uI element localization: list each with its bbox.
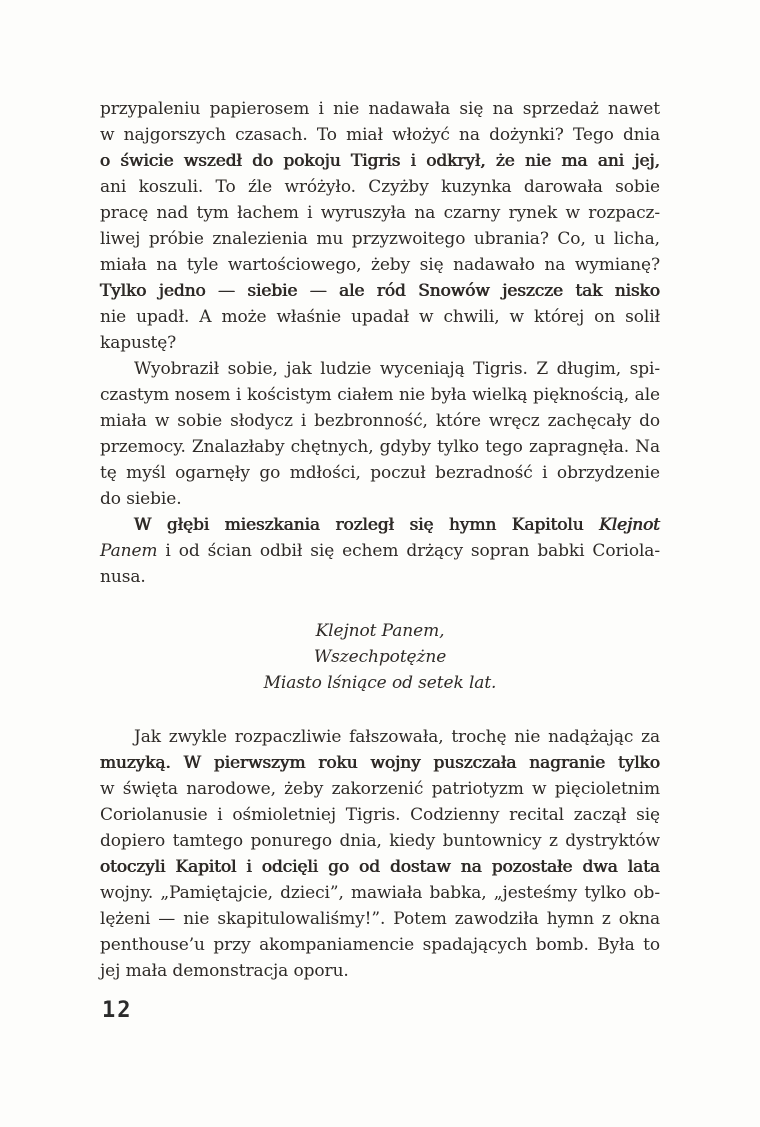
text-segment: miała na tyle wartościowego, żeby się nadawało na wymianę?	[100, 255, 660, 275]
text-line	[100, 750, 660, 776]
text-segment: W głębi mieszkania rozległ się hymn Kapitolu	[134, 515, 600, 535]
text-segment: w najgorszych czasach. To miał włożyć na dożynki? Tego dnia	[100, 125, 660, 145]
text-line	[100, 724, 660, 750]
text-segment: nusa.	[100, 567, 146, 587]
text-segment: do siebie.	[100, 489, 182, 509]
italic-text: Panem	[100, 541, 158, 561]
text-segment: nie upadł. A może właśnie upadał w chwili, w której on solił	[100, 307, 660, 327]
text-segment: czastym nosem i kościstym ciałem nie była wielką pięknością, ale	[100, 385, 660, 405]
text-segment: wojny. „Pamiętajcie, dzieci”, mawiała babka, „jesteśmy tylko ob-	[100, 883, 660, 903]
text-segment: dopiero tamtego ponurego dnia, kiedy buntownicy z dystryktów	[100, 831, 660, 851]
text-segment: w święta narodowe, żeby zakorzenić patriotyzm w pięcioletnim	[100, 779, 660, 799]
text-segment: muzyką. W pierwszym roku wojny puszczała nagranie tylko	[100, 753, 660, 773]
text-line	[100, 932, 660, 958]
text-line	[100, 330, 660, 356]
text-segment: miała w sobie słodycz i bezbronność, które wręcz zachęcały do	[100, 411, 660, 431]
text-segment: o świcie wszedł do pokoju Tigris i odkrył, że nie ma ani jej,	[100, 151, 660, 171]
paragraph	[100, 724, 660, 984]
text-segment: Jak zwykle rozpaczliwie fałszowała, trochę nie nadążając za	[134, 727, 660, 747]
text-line	[100, 226, 660, 252]
text-line	[100, 252, 660, 278]
text-line	[100, 434, 660, 460]
text-line	[100, 122, 660, 148]
text-line	[100, 958, 660, 984]
text-line	[100, 278, 660, 304]
text-segment: i od ścian odbił się echem drżący sopran babki Coriola-	[157, 541, 660, 561]
text-line	[100, 174, 660, 200]
text-line	[100, 802, 660, 828]
text-line	[100, 356, 660, 382]
text-segment: przemocy. Znalazłaby chętnych, gdyby tylko tego zapragnęła. Na	[100, 437, 660, 457]
text-segment: lężeni — nie skapitulowaliśmy!”. Potem zawodziła hymn z okna	[100, 909, 660, 929]
text-segment: tę myśl ogarnęły go mdłości, poczuł bezradność i obrzydzenie	[100, 463, 660, 483]
text-segment: Tylko jedno — siebie — ale ród Snowów jeszcze tak nisko	[100, 281, 660, 301]
paragraph	[100, 96, 660, 356]
text-segment: liwej próbie znalezienia mu przyzwoitego ubrania? Co, u licha,	[100, 229, 660, 249]
text-segment: Wszechpotężne	[313, 647, 447, 667]
text-line	[100, 880, 660, 906]
text-segment: ani koszuli. To źle wróżyło. Czyżby kuzynka darowała sobie	[100, 177, 660, 197]
page-number: 12	[102, 998, 133, 1023]
text-line	[100, 460, 660, 486]
text-segment: Miasto lśniące od setek lat.	[263, 673, 497, 693]
text-line	[100, 618, 660, 644]
paragraph	[100, 512, 660, 590]
text-line	[100, 776, 660, 802]
text-line	[100, 512, 660, 538]
text-line	[100, 486, 660, 512]
text-line	[100, 304, 660, 330]
text-line	[100, 538, 660, 564]
text-segment: otoczyli Kapitol i odcięli go od dostaw na pozostałe dwa lata	[100, 857, 660, 877]
text-segment: przypaleniu papierosem i nie nadawała się na sprzedaż nawet	[100, 99, 660, 119]
text-segment: penthouse’u przy akompaniamencie spadających bomb. Była to	[100, 935, 660, 955]
text-segment: Wyobraził sobie, jak ludzie wyceniają Tigris. Z długim, spi-	[134, 359, 660, 379]
text-line	[100, 854, 660, 880]
text-segment: Klejnot Panem,	[315, 621, 445, 641]
text-line	[100, 564, 660, 590]
text-line	[100, 670, 660, 696]
paragraph	[100, 356, 660, 512]
text-line	[100, 382, 660, 408]
text-line	[100, 200, 660, 226]
text-line	[100, 906, 660, 932]
italic-text: Klejnot	[599, 515, 660, 535]
text-segment: pracę nad tym łachem i wyruszyła na czarny rynek w rozpacz-	[100, 203, 660, 223]
page-text	[100, 96, 660, 984]
text-segment: kapustę?	[100, 333, 177, 353]
text-line	[100, 828, 660, 854]
text-line	[100, 96, 660, 122]
text-line	[100, 148, 660, 174]
text-segment: Coriolanusie i ośmioletniej Tigris. Codzienny recital zaczął się	[100, 805, 660, 825]
anthem-verse	[100, 618, 660, 696]
text-segment: jej mała demonstracja oporu.	[100, 961, 349, 981]
text-line	[100, 408, 660, 434]
text-line	[100, 644, 660, 670]
